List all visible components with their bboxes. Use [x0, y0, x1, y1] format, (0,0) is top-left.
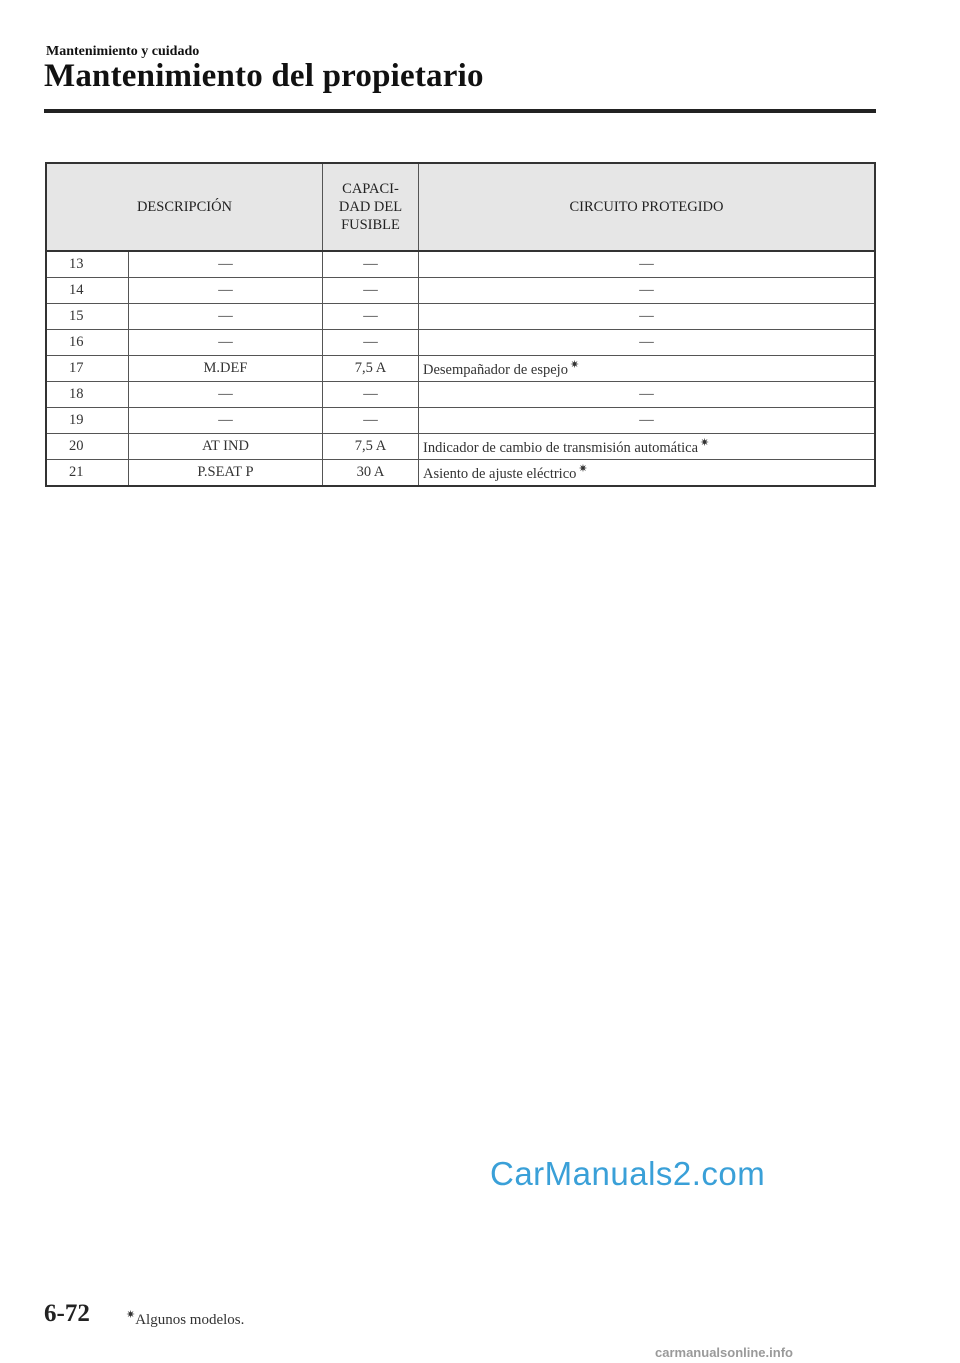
- protected-circuit: —: [419, 382, 876, 408]
- fuse-number: 18: [46, 382, 129, 408]
- protected-circuit: —: [419, 304, 876, 330]
- table-row: [46, 251, 875, 278]
- fuse-capacity: —: [323, 330, 419, 356]
- fuse-number: 21: [46, 460, 129, 487]
- source-watermark: carmanualsonline.info: [655, 1345, 793, 1360]
- watermark-link[interactable]: CarManuals2.com: [490, 1155, 766, 1192]
- fuse-description: —: [129, 278, 323, 304]
- table-row: [46, 434, 875, 460]
- table-row: [46, 408, 875, 434]
- table-row: [46, 382, 875, 408]
- section-label: Mantenimiento y cuidado: [46, 44, 200, 59]
- protected-circuit: [419, 434, 876, 460]
- page-number: 6-72: [44, 1300, 90, 1327]
- fuse-number: 16: [46, 330, 129, 356]
- table-row: [46, 330, 875, 356]
- table-row: [46, 356, 875, 382]
- header-circuit: CIRCUITO PROTEGIDO: [419, 163, 876, 251]
- circuit-text: Desempañador de espejo: [423, 361, 568, 378]
- circuit-text: Indicador de cambio de transmisión automática: [423, 439, 699, 456]
- asterisk-icon: ✷: [126, 1309, 136, 1321]
- fuse-description: —: [129, 382, 323, 408]
- table-row: [46, 304, 875, 330]
- fuse-capacity: 7,5 A: [323, 434, 419, 460]
- fuse-capacity: —: [323, 251, 419, 278]
- protected-circuit: [419, 356, 876, 382]
- asterisk-icon: ✷: [700, 437, 710, 450]
- fuse-description: —: [129, 251, 323, 278]
- table-row: [46, 278, 875, 304]
- table-header-row: [46, 163, 875, 251]
- header-capacity: [323, 163, 419, 251]
- footnote-text: Algunos modelos.: [135, 1312, 245, 1328]
- fuse-table: [45, 162, 876, 487]
- protected-circuit: —: [419, 330, 876, 356]
- fuse-description: —: [129, 330, 323, 356]
- fuse-number: 17: [46, 356, 129, 382]
- fuse-description: P.SEAT P: [129, 460, 323, 487]
- header-capacity-line2: DAD DEL: [338, 199, 403, 215]
- page-title: Mantenimiento del propietario: [44, 58, 484, 94]
- fuse-description: M.DEF: [129, 356, 323, 382]
- header-capacity-line1: CAPACI-: [342, 181, 399, 197]
- fuse-capacity: —: [323, 408, 419, 434]
- table-row: [46, 460, 875, 487]
- title-divider: [44, 109, 876, 113]
- fuse-capacity: —: [323, 304, 419, 330]
- fuse-number: 14: [46, 278, 129, 304]
- asterisk-icon: ✷: [569, 359, 580, 372]
- header-capacity-line3: FUSIBLE: [341, 217, 400, 233]
- protected-circuit: —: [419, 408, 876, 434]
- footnote: [126, 1308, 244, 1329]
- fuse-capacity: 30 A: [323, 460, 419, 487]
- fuse-number: 13: [46, 251, 129, 278]
- circuit-text: Asiento de ajuste eléctrico: [423, 465, 577, 482]
- fuse-description: —: [129, 304, 323, 330]
- protected-circuit: —: [419, 251, 876, 278]
- protected-circuit: —: [419, 278, 876, 304]
- fuse-number: 20: [46, 434, 129, 460]
- fuse-description: —: [129, 408, 323, 434]
- protected-circuit: [419, 460, 876, 487]
- fuse-number: 15: [46, 304, 129, 330]
- fuse-capacity: —: [323, 382, 419, 408]
- fuse-number: 19: [46, 408, 129, 434]
- fuse-capacity: 7,5 A: [323, 356, 419, 382]
- header-description: DESCRIPCIÓN: [46, 163, 323, 251]
- asterisk-icon: ✷: [578, 463, 588, 476]
- fuse-description: AT IND: [129, 434, 323, 460]
- fuse-capacity: —: [323, 278, 419, 304]
